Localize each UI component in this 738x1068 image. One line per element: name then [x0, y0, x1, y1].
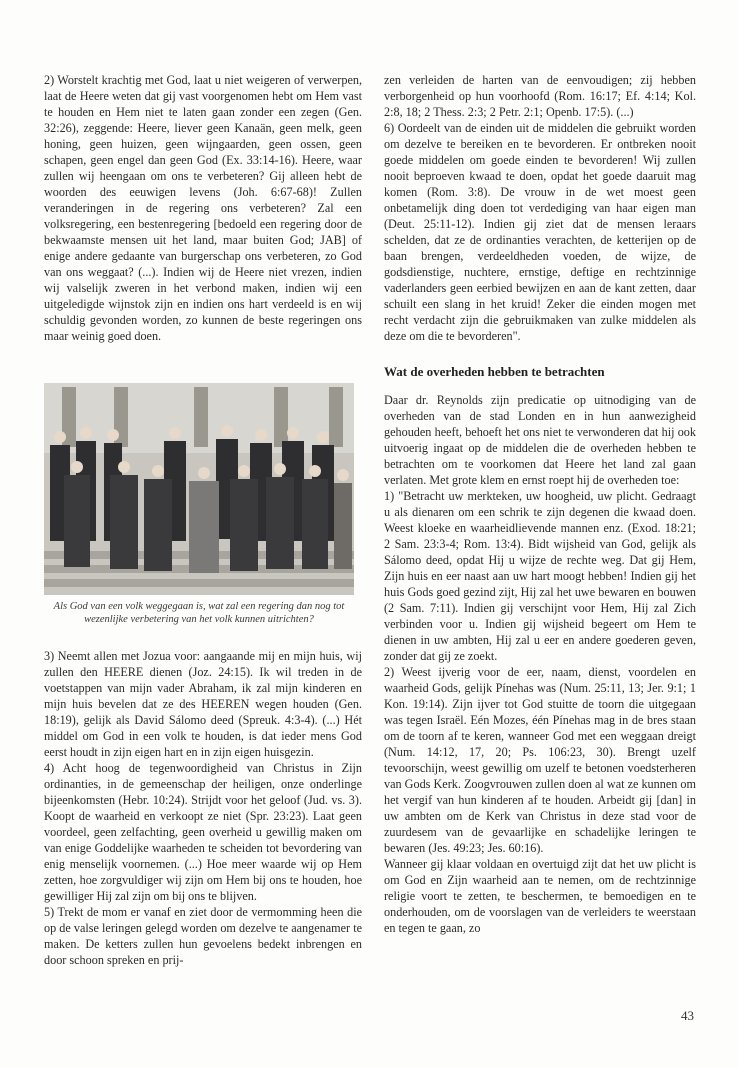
right-column — [384, 72, 696, 936]
left-column-bottom — [44, 648, 362, 968]
paragraph-intro: Daar dr. Reynolds zijn predicatie op uitnodiging van de overheden van de stad Londen en in hun aanwezigheid gehouden heeft, behoeft het ons niet te verwonderen dat hij ook uitvoerig ingaat op de middelen die de overheden hebben te betrachten om te voorkomen dat Heere het land zal gaan verlaten. Met grote klem en ernst roept hij de overheden toe: — [384, 393, 696, 487]
photo-caption: Als God van een volk weggegaan is, wat zal een regering dan nog tot wezenlijke verbetering van het volk kunnen uitrichten? — [53, 601, 345, 625]
paragraph-6: 6) Oordeelt van de einden uit de middelen die gebruikt worden om dezelve te bereiken en te bevorderen. Er ontbreken nooit goede middelen om goede einden te bevorderen! Wij zullen nooit beproeven kwaad te doen, opdat het goede daaruit mag komen (Rom. 3:8). De vrouw in de wet moest geen onbetamelijk ding doen tot verdediging van haar eigen man (Deut. 25:11-12). Indien gij ziet dat de mensen leraars schelden, dat ze de ordinanties verachten, de ketterijen op de baan brengen, verdeeldheden voeden, de wijze, de godsdienstige, nuchtere, ernstige, deftige en rechtzinnige vaderlanders geen eerbied bewijzen en aan de kant zetten, daar schuilt een slang in het kruid! Zeker die einden mogen met recht verdacht zijn die gebruikmaken van zulke middelen als deze om die te bevorderen". — [384, 121, 696, 343]
paragraph-continued: zen verleiden de harten van de eenvoudigen; zij hebben verborgenheid op hun voorhoofd (Rom. 16:17; Ef. 4:14; Kol. 2:8, 18; 2 Thess. 2:3; 2 Petr. 2:1; Openb. 17:5). (...) — [384, 73, 696, 119]
cabinet-photo — [44, 383, 354, 595]
paragraph-4: 4) Acht hoog de tegenwoordigheid van Christus in Zijn ordinanties, in de gemeenschap der heiligen, onze onderlinge bijeenkomsten (Hebr. 10:24). Strijdt voor het geloof (Jud. vs. 3). Koopt de waarheid en verkoopt ze niet (Spr. 23:23). Laat geen voordeel, geen zelfachting, geen overheid u gewillig maken om van enige Goddelijke waarheden te scheiden tot bevordering van enig menselijk voornemen. (...) Hoe meer waarde wij op Hem zetten, hoe zorgvuldiger wij zijn om Hem bij ons te houden, hoe gewilliger Hij zal zijn om bij ons te blijven. — [44, 761, 362, 903]
section-heading: Wat de overheden hebben te betrachten — [384, 364, 605, 379]
paragraph-3: 3) Neemt allen met Jozua voor: aangaande mij en mijn huis, wij zullen den HEERE dienen (Joz. 24:15). Ik wil treden in de voetstappen van mijn vader Abraham, ik zal mijn kinderen en mijn huis bevelen dat ze des HEEREN wegen houden (Gen. 18:19), gelijk als David Sálomo deed (Spreuk. 4:3-4). (...) Hét middel om God in een volk te houden, is dat ieder mens God eerst houdt in zijn eigen hart en in zijn eigen huisgezin. — [44, 649, 362, 759]
left-column-top — [44, 72, 362, 344]
group-photo-illustration — [44, 383, 354, 595]
paragraph-2-right: 2) Weest ijverig voor de eer, naam, dienst, voordelen en waarheid Gods, gelijk Pínehas was (Num. 25:11, 13; Jer. 9:1; 1 Kon. 19:14). Zijn ijver tot God stuitte de toorn die uitgegaan was tegen Israël. Eén Mozes, één Pínehas mag in de bres staan om de toorn af te keren, wanneer God met een weggaan dreigt (Num. 14:12, 17, 20; Ps. 106:23, 30). Brengt uzelf tevoorschijn, weest gewillig om uzelf te betonen voedsterheren van Gods Kerk. Zoogvrouwen zullen doen al wat ze kunnen om het vergif van hun kinderen af te houden. Arbeidt gij [dan] in uw ambten om de Kerk van Christus in deze stad voor de zuurdesem van de gevaarlijke en schadelijke leringen te bewaren (Jes. 49:23; Jes. 60:16). — [384, 665, 696, 855]
paragraph-2: 2) Worstelt krachtig met God, laat u niet weigeren of verwerpen, laat de Heere weten dat gij vast voorgenomen hebt om Hem vast te houden en Hem niet te laten gaan zonder een zegen (Gen. 32:26), zeggende: Heere, liever geen Kanaän, geen melk, geen honing, geen huizen, geen wijngaarden, geen ossen, geen schapen, geen engel dan geen God (Ex. 33:14-16). Heere, waar zullen wij heengaan om ons te verbeteren? Gij alleen hebt de woorden des eeuwigen levens (Joh. 6:67-68)! Zullen veranderingen in de regering ons verbeteren? Zal een volksregering, een bestenregering [bedoeld een regering door de bekwaamste mensen uit het land, maar buiten God; JAB] of enige andere gedaante van burgerschap ons verbeteren, zo God van ons weggaat? (...). Indien wij de Heere niet vrezen, indien wij valselijk zweren in het verbond maken, indien wij een uitgeledigde wijnstok zijn en indien ons hart verdeeld is en wij schuldig gevonden worden, zo kunnen de beste regeringen ons maar weinig goed doen. — [44, 73, 362, 343]
page-number: 43 — [681, 1008, 694, 1023]
paragraph-1-right: 1) "Betracht uw merkteken, uw hoogheid, uw plicht. Gedraagt u als dienaren om een schrik te zijn degenen die kwaad doen. Weest kloeke en waarheidlievende mannen enz. (Exod. 18:21; 2 Sam. 23:3-4; Rom. 13:4). Bidt wijsheid van God, gelijk als Sálomo deed, opdat Hij u wijze de rechte weg. Dat gij Hem, Zijn huis en eer naast aan uw hart moogt hebben! Indien gij het huis Gods goed gezind zijt, Hij zal het uwe bewaren en bouwen (2 Sam. 7:11). Indien gij verschijnt voor Hem, Hij zal Zich verbinden voor u. Indien gij wijsheid begeert om Hem te dienen in uw ambten, Hij zal u eer en andere goederen geven, zonder dat gij ze zoekt. — [384, 489, 696, 663]
paragraph-5: 5) Trekt de mom er vanaf en ziet door de vermomming heen die op de valse leringen gelegd worden om dezelve te aangenamer te maken. De ketters zullen hun gevoelens bedekt inbrengen en door schoon spreken en prij- — [44, 905, 362, 967]
paragraph-final: Wanneer gij klaar voldaan en overtuigd zijt dat het uw plicht is om God en Zijn waarheid aan te nemen, om de rechtzinnige religie voort te zetten, te beschermen, te bemoedigen en te onderhouden, om de voorslagen van de verleiders te weerstaan en tegen te gaan, zo — [384, 857, 696, 935]
